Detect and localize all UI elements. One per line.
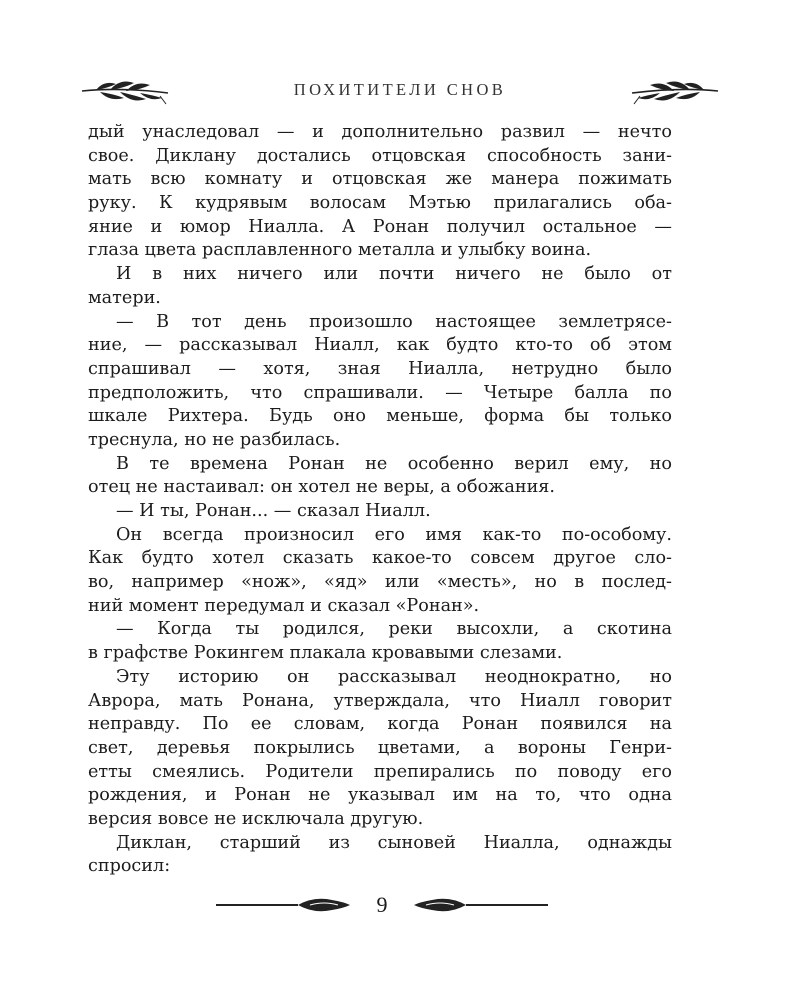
text-line: спрашивал — хотя, зная Ниалла, нетрудно было bbox=[88, 358, 672, 379]
text-line: версия вовсе не исключала другую. bbox=[88, 808, 424, 829]
text-line: мать всю комнату и отцовская же манера пожимать bbox=[88, 169, 672, 190]
text-line: Аврора, мать Ронана, утверждала, что Ниалл говорит bbox=[88, 690, 672, 711]
running-title: ПОХИТИТЕЛИ СНОВ bbox=[293, 80, 507, 99]
text-line: руку. К кудрявым волосам Мэтью прилагались оба- bbox=[88, 193, 672, 214]
text-line: яние и юмор Ниалла. А Ронан получил остальное — bbox=[88, 216, 672, 237]
text-line: И в них ничего или почти ничего не было от bbox=[116, 264, 672, 285]
text-line: дый унаследовал — и дополнительно развил — нечто bbox=[88, 122, 672, 142]
text-line: матери. bbox=[88, 287, 161, 308]
text-line: предположить, что спрашивали. — Четыре балла по bbox=[88, 382, 672, 403]
text-line: рождения, и Ронан не указывал им на то, что одна bbox=[88, 785, 672, 806]
text-line: — Когда ты родился, реки высохли, а скотина bbox=[116, 619, 672, 640]
text-line: — И ты, Ронан... — сказал Ниалл. bbox=[116, 501, 431, 521]
leaf-ornament-icon bbox=[628, 74, 720, 106]
page-footer bbox=[0, 888, 800, 924]
text-line: свет, деревья покрылись цветами, а вороны Генри- bbox=[88, 737, 672, 758]
text-line: шкале Рихтера. Будь оно меньше, форма бы только bbox=[88, 406, 672, 427]
text-line: ний момент передумал и сказал «Ронан». bbox=[88, 595, 480, 616]
text-line: треснула, но не разбилась. bbox=[88, 429, 341, 450]
text-line: глаза цвета расплавленного металла и улыбку воина. bbox=[88, 240, 592, 261]
text-line: Как будто хотел сказать какое-то совсем другое сло- bbox=[88, 548, 672, 569]
text-line: етты смеялись. Родители препирались по поводу его bbox=[88, 761, 672, 782]
page-header bbox=[80, 74, 720, 110]
text-line: В те времена Ронан не особенно верил ему, но bbox=[116, 453, 672, 474]
text-line: неправду. По ее словам, когда Ронан появился на bbox=[88, 714, 672, 735]
text-line: в графстве Рокингем плакала кровавыми слезами. bbox=[88, 643, 563, 664]
text-line: Диклан, старший из сыновей Ниалла, однажды bbox=[116, 832, 672, 853]
text-line: — В тот день произошло настоящее землетрясе- bbox=[116, 311, 672, 332]
text-line: Он всегда произносил его имя как-то по-особому. bbox=[116, 524, 672, 545]
text-line: во, например «нож», «яд» или «месть», но в послед- bbox=[88, 572, 672, 593]
text-line: Эту историю он рассказывал неоднократно, но bbox=[116, 666, 672, 687]
leaf-flourish-icon bbox=[214, 894, 354, 916]
text-line: свое. Диклану достались отцовская способность зани- bbox=[88, 145, 672, 166]
page-number: 9 bbox=[376, 892, 388, 917]
leaf-flourish-icon bbox=[410, 894, 550, 916]
text-line: ние, — рассказывал Ниалл, как будто кто-то об этом bbox=[88, 335, 672, 356]
text-line: спросил: bbox=[88, 856, 171, 877]
text-line: отец не настаивал: он хотел не веры, а обожания. bbox=[88, 477, 555, 498]
body-text bbox=[88, 121, 672, 879]
